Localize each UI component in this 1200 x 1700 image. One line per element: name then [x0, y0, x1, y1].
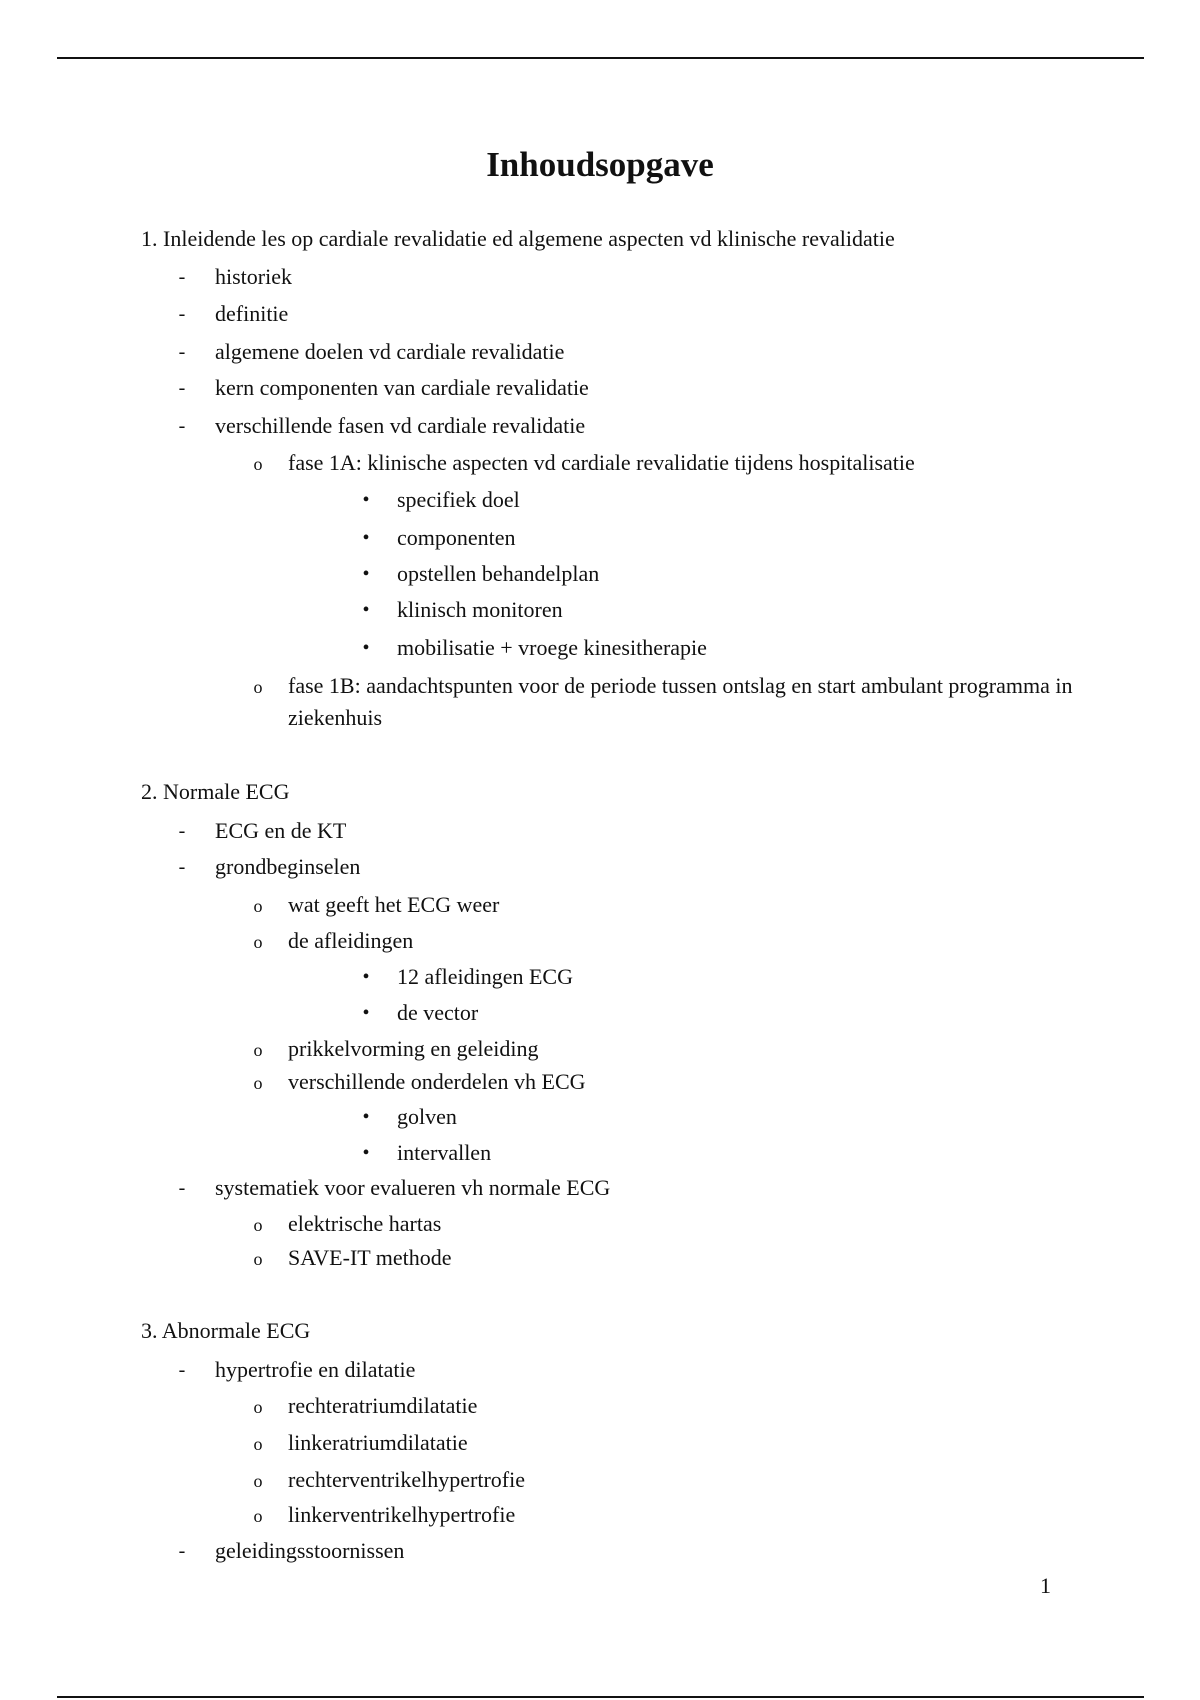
bullet-marker: • [362, 966, 370, 988]
list-item: ECG en de KT [215, 818, 347, 843]
dash-marker: - [178, 1359, 186, 1381]
bullet-marker: • [362, 1002, 370, 1024]
bullet-item: componenten [397, 525, 516, 550]
list-item: systematiek voor evalueren vh normale ECG [215, 1175, 611, 1200]
bullet-item: golven [397, 1104, 457, 1129]
circle-marker: o [253, 1397, 263, 1417]
bullet-item: de vector [397, 1000, 479, 1025]
list-item: verschillende fasen vd cardiale revalidatie [215, 413, 586, 438]
list-item: definitie [215, 301, 289, 326]
dash-marker: - [178, 341, 186, 363]
circle-marker: o [253, 454, 263, 474]
sub-item: prikkelvorming en geleiding [288, 1036, 539, 1061]
circle-marker: o [253, 1434, 263, 1454]
dash-marker: - [178, 820, 186, 842]
sub-item: elektrische hartas [288, 1211, 442, 1236]
bullet-marker: • [362, 637, 370, 659]
dash-marker: - [178, 266, 186, 288]
sub-item: fase 1A: klinische aspecten vd cardiale revalidatie tijdens hospitalisatie [288, 450, 915, 475]
list-item: kern componenten van cardiale revalidatie [215, 375, 589, 400]
sub-item: rechteratriumdilatatie [288, 1393, 478, 1418]
section-heading: 3. Abnormale ECG [141, 1318, 311, 1343]
list-item: grondbeginselen [215, 854, 361, 879]
circle-marker: o [253, 1471, 263, 1491]
dash-marker: - [178, 1540, 186, 1562]
bullet-item: mobilisatie + vroege kinesitherapie [397, 635, 707, 660]
sub-item: de afleidingen [288, 928, 414, 953]
bullet-marker: • [362, 1106, 370, 1128]
section-heading: 2. Normale ECG [141, 779, 290, 804]
bullet-item: intervallen [397, 1140, 492, 1165]
bullet-marker: • [362, 599, 370, 621]
list-item: geleidingsstoornissen [215, 1538, 405, 1563]
bullet-item: opstellen behandelplan [397, 561, 600, 586]
circle-marker: o [253, 1249, 263, 1269]
sub-item: verschillende onderdelen vh ECG [288, 1069, 586, 1094]
section-heading: 1. Inleidende les op cardiale revalidatie ed algemene aspecten vd klinische revalidatie [141, 226, 895, 251]
bottom-rule [57, 1696, 1144, 1698]
circle-marker: o [253, 677, 263, 697]
sub-item: wat geeft het ECG weer [288, 892, 500, 917]
circle-marker: o [253, 1040, 263, 1060]
circle-marker: o [253, 1506, 263, 1526]
bullet-marker: • [362, 489, 370, 511]
circle-marker: o [253, 1073, 263, 1093]
circle-marker: o [253, 896, 263, 916]
circle-marker: o [253, 1215, 263, 1235]
bullet-item: klinisch monitoren [397, 597, 563, 622]
sub-item: rechterventrikelhypertrofie [288, 1467, 525, 1492]
list-item: algemene doelen vd cardiale revalidatie [215, 339, 565, 364]
list-item: historiek [215, 264, 292, 289]
sub-item-continued: ziekenhuis [288, 705, 383, 730]
bullet-item: 12 afleidingen ECG [397, 964, 573, 989]
dash-marker: - [178, 303, 186, 325]
sub-item: fase 1B: aandachtspunten voor de periode tussen ontslag en start ambulant programma in [288, 673, 1073, 698]
sub-item: SAVE-IT methode [288, 1245, 452, 1270]
top-rule [57, 57, 1144, 59]
list-item: hypertrofie en dilatatie [215, 1357, 416, 1382]
dash-marker: - [178, 856, 186, 878]
bullet-marker: • [362, 527, 370, 549]
circle-marker: o [253, 932, 263, 952]
page-number: 1 [1040, 1573, 1051, 1598]
dash-marker: - [178, 1177, 186, 1199]
sub-item: linkerventrikelhypertrofie [288, 1502, 516, 1527]
bullet-marker: • [362, 1142, 370, 1164]
bullet-item: specifiek doel [397, 487, 520, 512]
bullet-marker: • [362, 563, 370, 585]
sub-item: linkeratriumdilatatie [288, 1430, 468, 1455]
page-title: Inhoudsopgave [486, 145, 714, 184]
dash-marker: - [178, 377, 186, 399]
dash-marker: - [178, 415, 186, 437]
